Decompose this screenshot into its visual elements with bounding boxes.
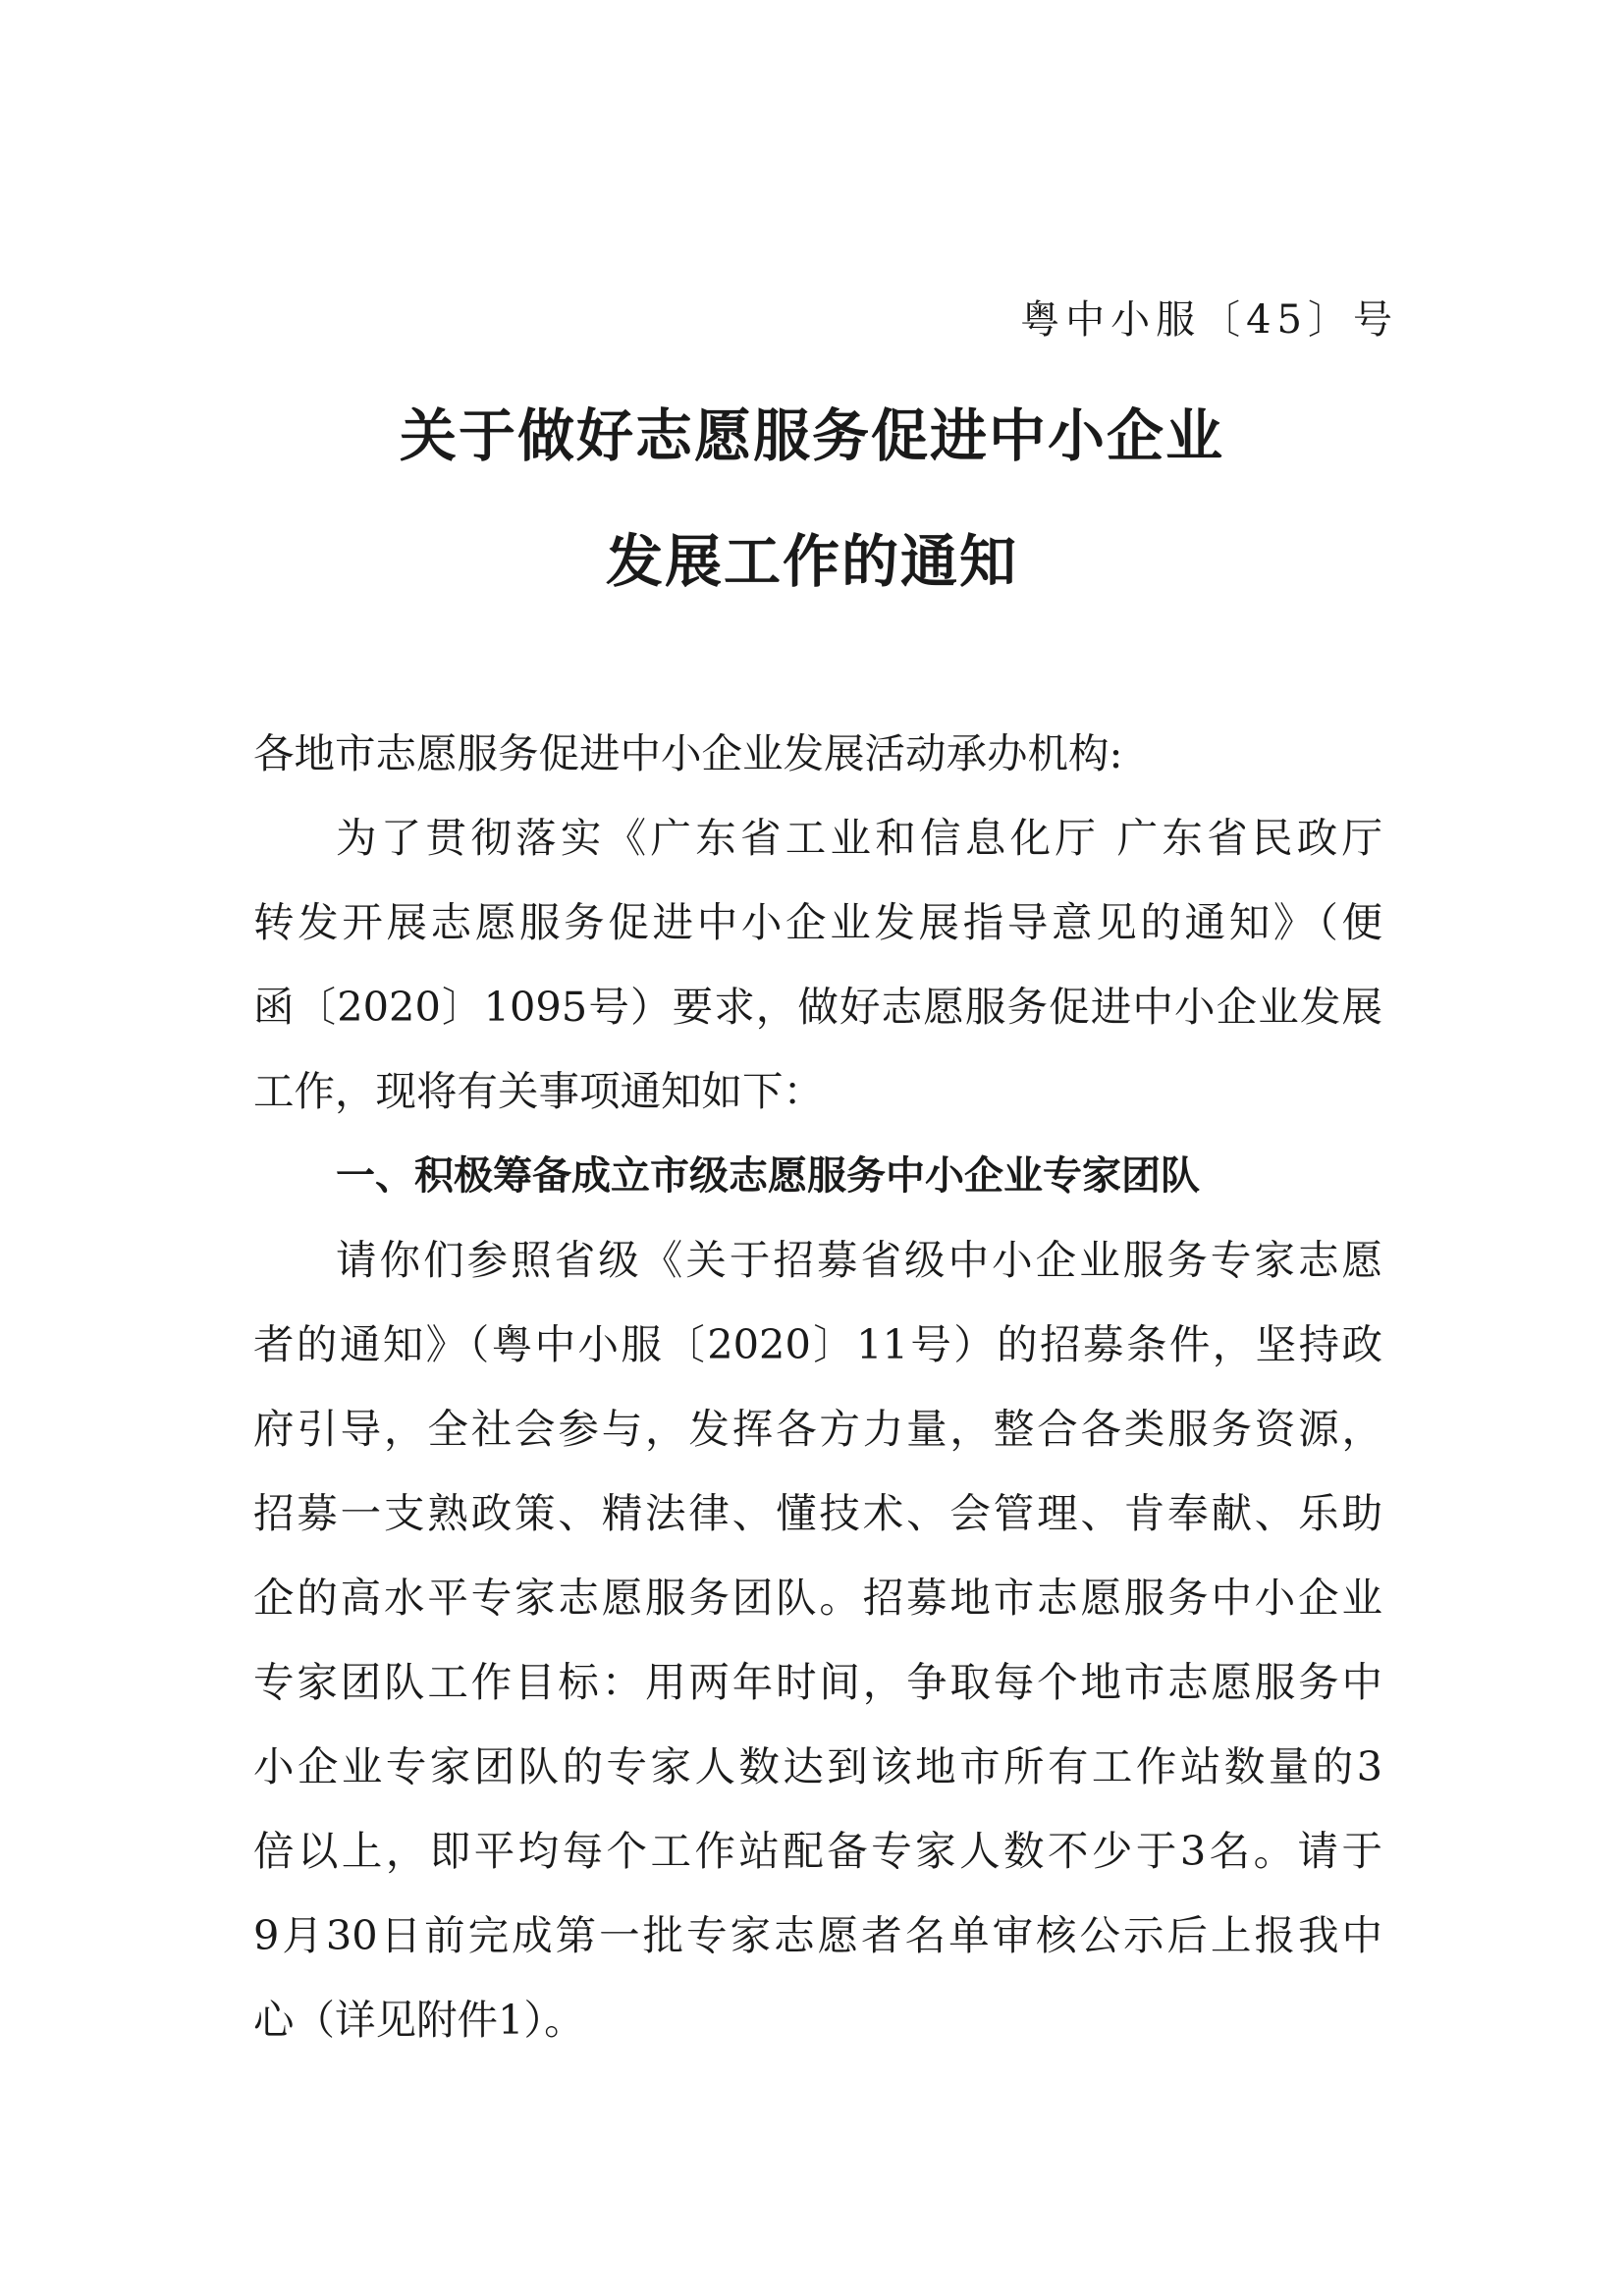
paragraph-line: 9月30日前完成第一批专家志愿者名单审核公示后上报我中 xyxy=(253,1911,1382,1959)
paragraph-line: 府引导，全社会参与，发挥各方力量，整合各类服务资源， xyxy=(253,1405,1382,1453)
paragraph-line: 工作，现将有关事项通知如下： xyxy=(253,1067,825,1115)
document-body xyxy=(253,712,1382,2062)
paragraph-line: 函〔2020〕1095号）要求，做好志愿服务促进中小企业发展 xyxy=(253,983,1382,1031)
paragraph-line: 小企业专家团队的专家人数达到该地市所有工作站数量的3 xyxy=(253,1742,1382,1790)
paragraph-line: 者的通知》（粤中小服〔2020〕11号）的招募条件，坚持政 xyxy=(253,1320,1382,1368)
paragraph-line: 招募一支熟政策、精法律、懂技术、会管理、肯奉献、乐助 xyxy=(253,1489,1382,1537)
document-title-line-1: 关于做好志愿服务促进中小企业 xyxy=(399,402,1224,469)
paragraph-line: 倍以上，即平均每个工作站配备专家人数不少于3名。请于 xyxy=(253,1827,1382,1875)
paragraph-line: 请你们参照省级《关于招募省级中小企业服务专家志愿 xyxy=(336,1236,1382,1284)
paragraph-line: 为了贯彻落实《广东省工业和信息化厅 广东省民政厅 xyxy=(336,814,1382,862)
paragraph-line: 转发开展志愿服务促进中小企业发展指导意见的通知》（便 xyxy=(253,898,1382,946)
section-heading: 一、积极筹备成立市级志愿服务中小企业专家团队 xyxy=(336,1153,1200,1199)
salutation: 各地市志愿服务促进中小企业发展活动承办机构: xyxy=(253,729,1123,777)
document-title-line-2: 发展工作的通知 xyxy=(605,528,1018,595)
paragraph-line: 企的高水平专家志愿服务团队。招募地市志愿服务中小企业 xyxy=(253,1574,1382,1622)
paragraph-line: 专家团队工作目标：用两年时间，争取每个地市志愿服务中 xyxy=(253,1658,1382,1706)
document-number: 粤中小服〔45〕号 xyxy=(1020,297,1398,343)
paragraph-line: 心（详见附件1）。 xyxy=(253,1996,585,2044)
